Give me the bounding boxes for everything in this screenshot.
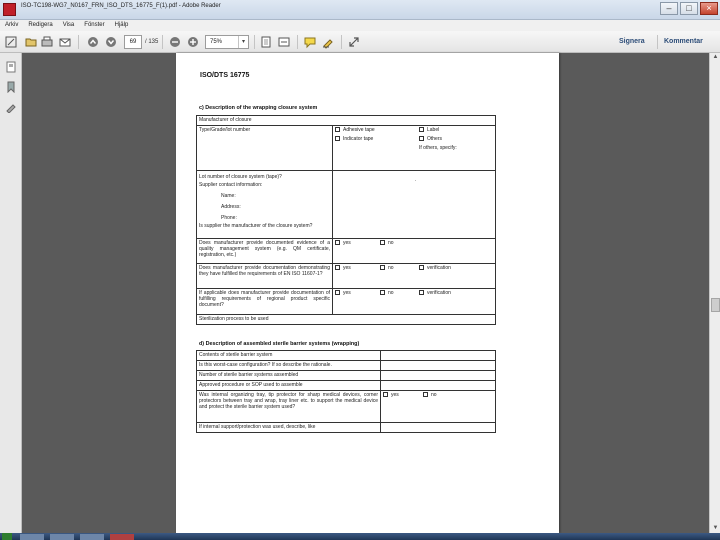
address-label: Address:	[221, 204, 241, 210]
yes-option[interactable]: yes	[335, 265, 380, 271]
quality-system-answer	[333, 239, 496, 264]
checkbox[interactable]	[335, 127, 340, 132]
verification-option[interactable]: verification	[419, 290, 451, 296]
regional-question: If applicable does manufacturer provide documentation of fulfilling requirements of regional product specific document?	[197, 289, 333, 315]
worst-case-answer[interactable]	[381, 361, 496, 371]
title-bar	[0, 0, 720, 20]
maximize-button[interactable]: □	[680, 2, 698, 15]
toolbar-separator	[297, 35, 298, 49]
navigation-panel	[0, 53, 22, 533]
expand-icon[interactable]	[347, 35, 361, 49]
indicator-tape-option[interactable]: Indicator tape	[335, 136, 419, 142]
chevron-down-icon[interactable]: ▾	[238, 36, 248, 48]
number-assembled-label: Number of sterile barrier systems assembled	[197, 371, 381, 381]
checkbox[interactable]	[335, 136, 340, 141]
quality-system-question: Does manufacturer provide documented evidence of a quality management system (e.g. QM certificate, registration, etc.)	[197, 239, 333, 264]
zoom-in-icon[interactable]	[186, 35, 200, 49]
sterilization-process-label: Sterilization process to be used	[197, 315, 496, 325]
yes-option[interactable]: yes	[335, 290, 380, 296]
en-iso-answer	[333, 264, 496, 289]
comment-icon[interactable]	[303, 35, 317, 49]
taskbar-item[interactable]	[110, 534, 134, 540]
others-option[interactable]: Others	[419, 136, 442, 142]
start-button[interactable]	[2, 533, 12, 540]
adobe-reader-icon	[3, 3, 16, 16]
closure-system-table	[196, 115, 496, 325]
toolbar-separator	[341, 35, 342, 49]
lot-number-label: Lot number of closure system (tape)?	[199, 174, 282, 180]
page-total: / 135	[145, 39, 159, 45]
internal-description-answer[interactable]	[381, 423, 496, 433]
internal-support-question: Was internal organizing tray, tip protector for sharp medical devices, corner protectors between tray and wrap, tray liner etc. to support the medical device and protect the sterile barrier system used?	[197, 391, 381, 423]
checkbox[interactable]	[419, 290, 424, 295]
fit-width-icon[interactable]	[277, 35, 291, 49]
signatures-icon[interactable]	[5, 101, 17, 113]
vertical-scrollbar[interactable]	[709, 53, 720, 533]
manufacturer-label: Manufacturer of closure	[197, 116, 496, 126]
yes-option[interactable]: yes	[335, 240, 380, 246]
bookmarks-icon[interactable]	[5, 81, 17, 93]
no-option[interactable]: no	[380, 240, 394, 246]
regional-answer	[333, 289, 496, 315]
checkbox[interactable]	[380, 240, 385, 245]
section-c-title: c) Description of the wrapping closure system	[199, 105, 318, 111]
fit-page-icon[interactable]	[259, 35, 273, 49]
checkbox[interactable]	[419, 127, 424, 132]
menu-arkiv[interactable]: Arkiv	[5, 22, 19, 28]
page-number-input[interactable]: 69	[124, 35, 142, 49]
if-others-label: If others, specify:	[419, 145, 457, 151]
toolbar-separator	[162, 35, 163, 49]
sterile-barrier-table	[196, 350, 496, 433]
checkbox[interactable]	[335, 290, 340, 295]
scrollbar-thumb[interactable]	[711, 298, 720, 312]
checkbox[interactable]	[380, 265, 385, 270]
zoom-select[interactable]	[205, 35, 249, 49]
taskbar-item[interactable]	[80, 534, 104, 540]
adhesive-tape-option[interactable]: Adhesive tape	[335, 127, 419, 133]
closure-type-options	[333, 126, 496, 171]
phone-label: Phone:	[221, 215, 237, 221]
close-button[interactable]: ×	[700, 2, 718, 15]
checkbox[interactable]	[335, 240, 340, 245]
menu-visa[interactable]: Visa	[62, 22, 75, 28]
supplier-info-answer	[333, 171, 496, 239]
supplier-contact-label: Supplier contact information:	[199, 182, 263, 188]
checkbox[interactable]	[383, 392, 388, 397]
zoom-out-icon[interactable]	[168, 35, 182, 49]
menu-fonster[interactable]: Fönster	[84, 22, 105, 28]
stray-mark: .	[415, 177, 417, 183]
comment-button[interactable]: Kommentar	[664, 38, 703, 45]
menu-hjalp[interactable]: Hjälp	[114, 22, 129, 28]
yes-option[interactable]: yes	[383, 392, 423, 398]
minimize-button[interactable]: –	[660, 2, 678, 15]
taskbar-item[interactable]	[20, 534, 44, 540]
internal-support-answer	[381, 391, 496, 423]
sign-button[interactable]: Signera	[619, 38, 645, 45]
email-icon[interactable]	[58, 35, 72, 49]
en-iso-question: Does manufacturer provide documentation demonstrating they have fulfilled the requirements of EN ISO 11607-1?	[197, 264, 333, 289]
label-option[interactable]: Label	[419, 127, 439, 133]
open-icon[interactable]	[24, 35, 38, 49]
worst-case-label: Is this worst-case configuration? If so describe the rationale.	[197, 361, 381, 371]
contents-label: Contents of sterile barrier system	[197, 351, 381, 361]
approved-procedure-label: Approved procedure or SOP used to assemble	[197, 381, 381, 391]
no-option[interactable]: no	[423, 392, 437, 398]
checkbox[interactable]	[419, 136, 424, 141]
previous-page-icon[interactable]	[86, 35, 100, 49]
toolbar-separator	[657, 35, 658, 49]
taskbar-item[interactable]	[50, 534, 74, 540]
pdf-page	[176, 53, 559, 533]
toolbar	[0, 31, 720, 53]
toolbar-separator	[78, 35, 79, 49]
scroll-down-icon[interactable]: ▼	[712, 525, 719, 531]
type-grade-label: Type/Grade/lot number	[197, 126, 333, 171]
create-icon[interactable]	[4, 35, 18, 49]
section-d-title: d) Description of assembled sterile barrier systems (wrapping)	[199, 341, 360, 347]
zoom-value: 75%	[210, 39, 223, 45]
menu-bar	[0, 20, 720, 31]
taskbar	[0, 533, 720, 540]
internal-description-label: If internal support/protection was used, describe, like	[197, 423, 381, 433]
checkbox[interactable]	[419, 265, 424, 270]
window-title: ISO-TC198-WG7_N0167_FRN_ISO_DTS_16775_F(1).pdf - Adobe Reader	[21, 3, 221, 9]
checkbox[interactable]	[380, 290, 385, 295]
page-thumbnails-icon[interactable]	[5, 61, 17, 73]
checkbox[interactable]	[423, 392, 428, 397]
no-option[interactable]: no	[380, 290, 419, 296]
menu-redigera[interactable]: Redigera	[28, 22, 53, 28]
approved-procedure-answer[interactable]	[381, 381, 496, 391]
verification-option[interactable]: verification	[419, 265, 451, 271]
number-assembled-answer[interactable]	[381, 371, 496, 381]
print-icon[interactable]	[40, 35, 54, 49]
no-option[interactable]: no	[380, 265, 419, 271]
name-label: Name:	[221, 193, 236, 199]
supplier-manufacturer-question: Is supplier the manufacturer of the closure system?	[199, 223, 313, 229]
highlight-icon[interactable]	[321, 35, 335, 49]
contents-answer[interactable]	[381, 351, 496, 361]
checkbox[interactable]	[335, 265, 340, 270]
next-page-icon[interactable]	[104, 35, 118, 49]
supplier-info-cell	[197, 171, 333, 239]
document-header: ISO/DTS 16775	[200, 72, 250, 79]
scroll-up-icon[interactable]: ▲	[712, 54, 719, 60]
window-controls	[660, 2, 718, 15]
toolbar-separator	[254, 35, 255, 49]
